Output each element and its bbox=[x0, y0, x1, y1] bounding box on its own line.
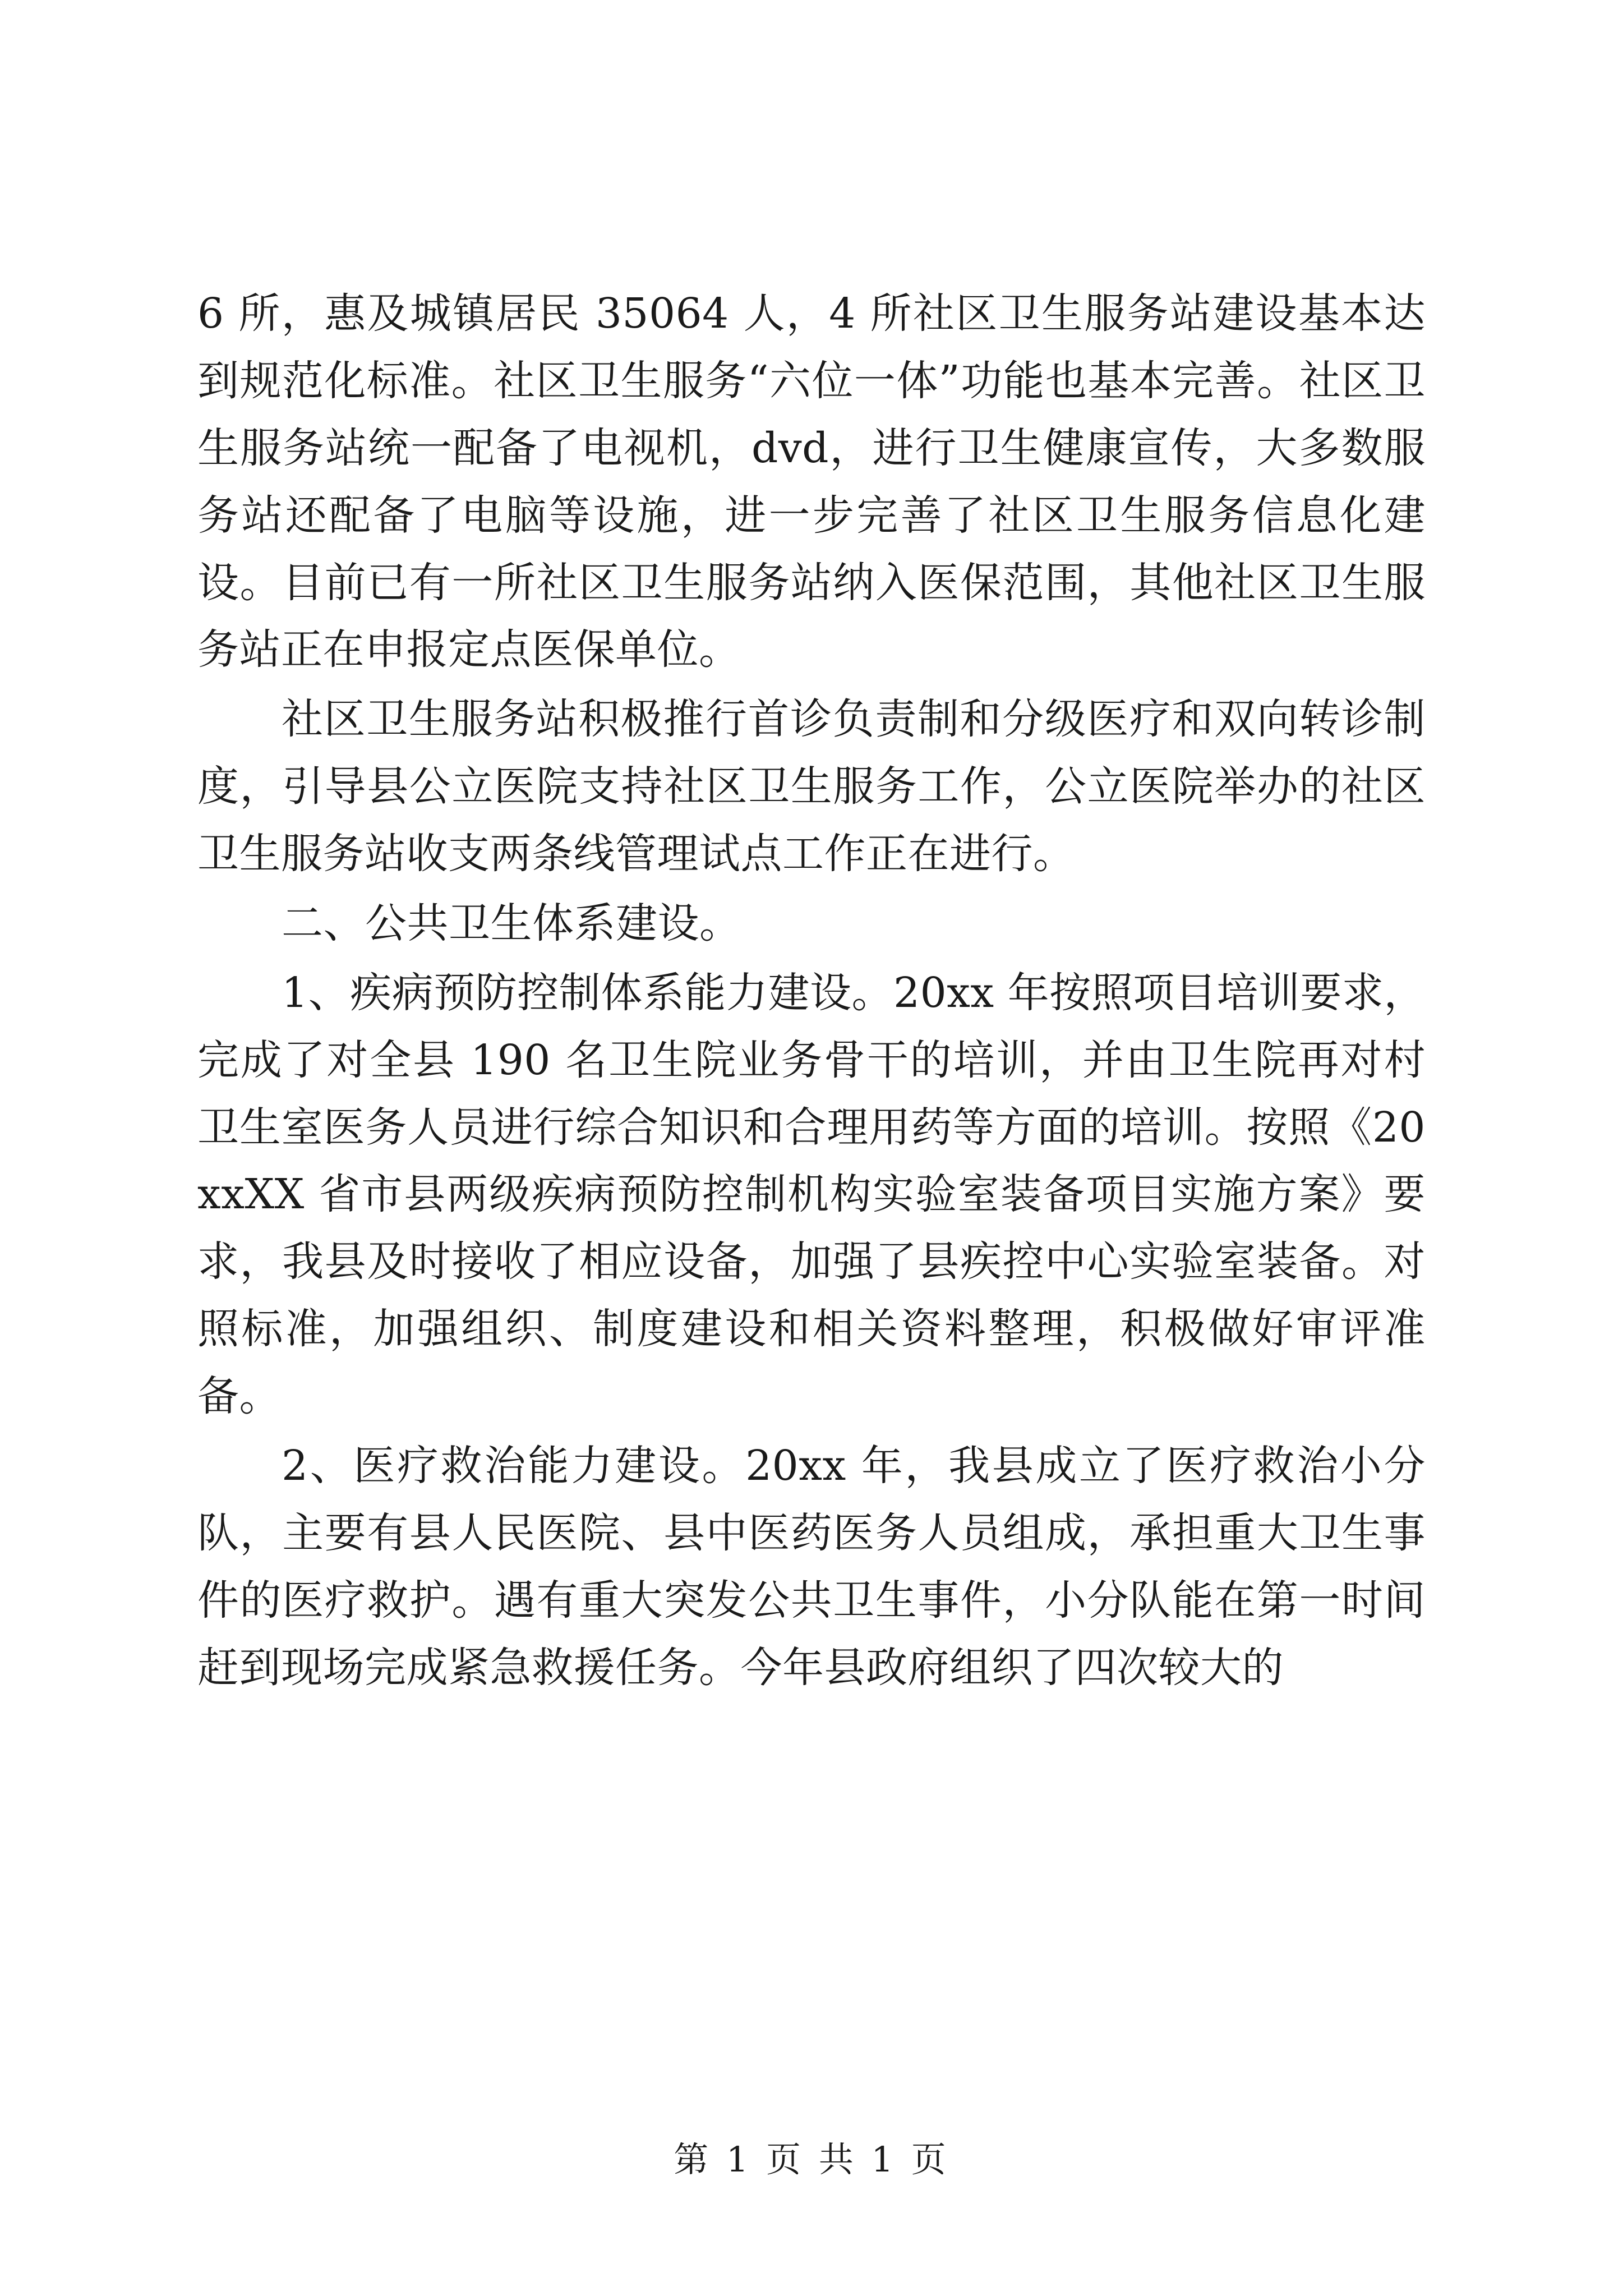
paragraph: 1、疾病预防控制体系能力建设。20xx 年按照项目培训要求，完成了对全县 190 名卫生院业务骨干的培训，并由卫生院再对村卫生室医务人员进行综合知识和合理用药等方面的培训。按照《20xxXX 省市县两级疾病预防控制机构实验室装备项目实施方案》要求，我县及时接收了相应设备，加强了县疾控中心实验室装备。对照标准，加强组织、制度建设和相关资料整理，积极做好审评准备。 bbox=[197, 968, 1426, 1420]
paragraph: 2、医疗救治能力建设。20xx 年，我县成立了医疗救治小分队，主要有县人民医院、县中医药医务人员组成，承担重大卫生事件的医疗救护。遇有重大突发公共卫生事件，小分队能在第一时间赶到现场完成紧急救援任务。今年县政府组织了四次较大的 bbox=[197, 1441, 1426, 1692]
section-heading: 二、公共卫生体系建设。 bbox=[282, 899, 741, 947]
page-footer: 第 1 页 共 1 页 bbox=[674, 2139, 949, 2180]
paragraph: 社区卫生服务站积极推行首诊负责制和分级医疗和双向转诊制度，引导县公立医院支持社区卫生服务工作，公立医院举办的社区卫生服务站收支两条线管理试点工作正在进行。 bbox=[197, 695, 1426, 878]
document-body bbox=[197, 280, 1426, 1704]
paragraph: 6 所，惠及城镇居民 35064 人，4 所社区卫生服务站建设基本达到规范化标准。社区卫生服务“六位一体”功能也基本完善。社区卫生服务站统一配备了电视机，dvd，进行卫生健康宣传，大多数服务站还配备了电脑等设施，进一步完善了社区卫生服务信息化建设。目前已有一所社区卫生服务站纳入医保范围，其他社区卫生服务站正在申报定点医保单位。 bbox=[197, 289, 1426, 674]
